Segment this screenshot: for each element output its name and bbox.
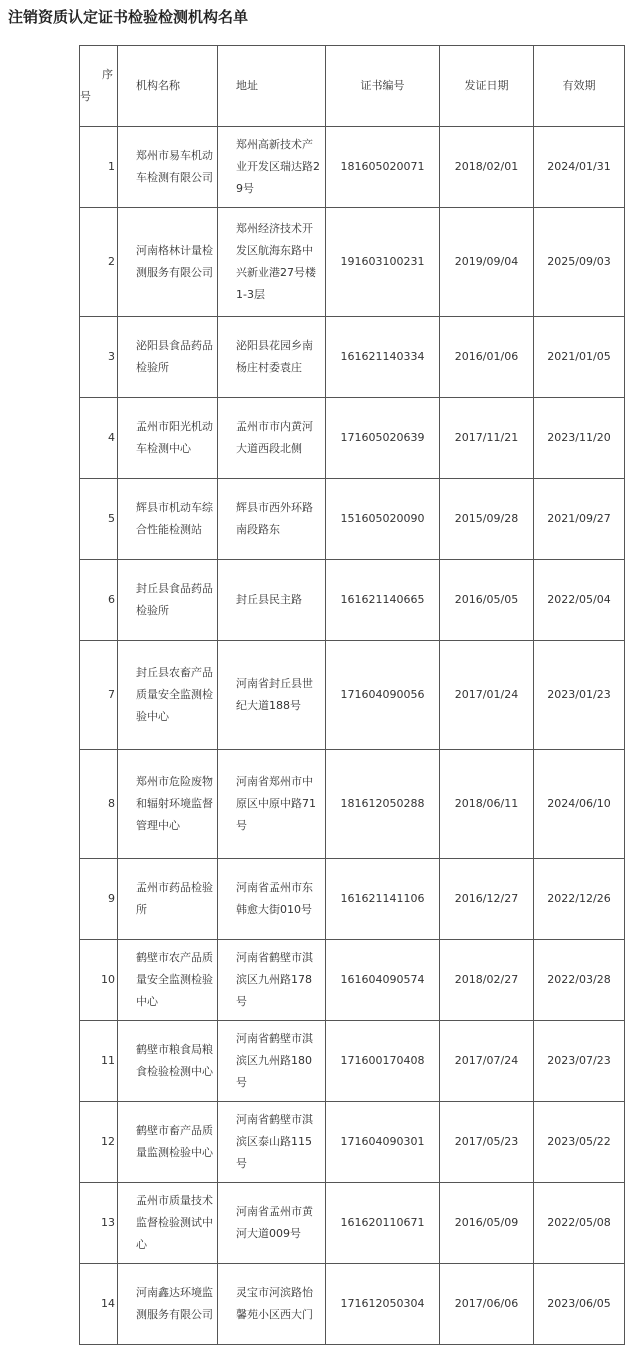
cell-name: 河南格林计量检测服务有限公司 <box>118 208 218 317</box>
cell-issue-date: 2015/09/28 <box>440 479 534 560</box>
cell-issue-date: 2016/05/09 <box>440 1183 534 1264</box>
cell-valid-until: 2022/03/28 <box>534 940 625 1021</box>
cell-address: 河南省封丘县世纪大道188号 <box>218 641 326 750</box>
table-row <box>80 940 625 1021</box>
cell-cert-no: 161604090574 <box>326 940 440 1021</box>
table-header-row <box>80 46 625 127</box>
table-row <box>80 1102 625 1183</box>
cell-address: 孟州市市内黄河大道西段北侧 <box>218 398 326 479</box>
cell-issue-date: 2017/07/24 <box>440 1021 534 1102</box>
cell-address: 辉县市西外环路南段路东 <box>218 479 326 560</box>
cell-name: 封丘县食品药品检验所 <box>118 560 218 641</box>
cell-seq: 11 <box>80 1021 118 1102</box>
cell-valid-until: 2022/05/08 <box>534 1183 625 1264</box>
cell-address: 河南省孟州市黄河大道009号 <box>218 1183 326 1264</box>
institution-table <box>79 45 625 1345</box>
cell-issue-date: 2018/06/11 <box>440 750 534 859</box>
cell-address: 封丘县民主路 <box>218 560 326 641</box>
cell-address: 泌阳县花园乡南杨庄村委袁庄 <box>218 317 326 398</box>
cell-name: 孟州市质量技术监督检验测试中心 <box>118 1183 218 1264</box>
cell-address: 郑州经济技术开发区航海东路中兴新业港27号楼1-3层 <box>218 208 326 317</box>
cell-seq: 8 <box>80 750 118 859</box>
table-row <box>80 398 625 479</box>
header-name: 机构名称 <box>118 46 218 127</box>
cell-name: 鹤壁市粮食局粮食检验检测中心 <box>118 1021 218 1102</box>
header-seq: 序 号 <box>80 46 118 127</box>
cell-cert-no: 161621140334 <box>326 317 440 398</box>
cell-valid-until: 2023/01/23 <box>534 641 625 750</box>
table-row <box>80 859 625 940</box>
cell-seq: 7 <box>80 641 118 750</box>
cell-seq: 10 <box>80 940 118 1021</box>
cell-cert-no: 181605020071 <box>326 127 440 208</box>
cell-valid-until: 2023/07/23 <box>534 1021 625 1102</box>
header-issue-date: 发证日期 <box>440 46 534 127</box>
cell-valid-until: 2024/06/10 <box>534 750 625 859</box>
header-cert-no: 证书编号 <box>326 46 440 127</box>
table-row <box>80 127 625 208</box>
cell-seq: 5 <box>80 479 118 560</box>
table-row <box>80 560 625 641</box>
table-row <box>80 479 625 560</box>
cell-issue-date: 2018/02/27 <box>440 940 534 1021</box>
cell-seq: 1 <box>80 127 118 208</box>
cell-cert-no: 161620110671 <box>326 1183 440 1264</box>
cell-name: 郑州市易车机动车检测有限公司 <box>118 127 218 208</box>
cell-seq: 9 <box>80 859 118 940</box>
cell-issue-date: 2017/06/06 <box>440 1264 534 1345</box>
table-body <box>80 46 625 1345</box>
cell-valid-until: 2025/09/03 <box>534 208 625 317</box>
header-address: 地址 <box>218 46 326 127</box>
cell-issue-date: 2018/02/01 <box>440 127 534 208</box>
table-row <box>80 208 625 317</box>
cell-address: 郑州高新技术产业开发区瑞达路29号 <box>218 127 326 208</box>
cell-cert-no: 151605020090 <box>326 479 440 560</box>
cell-seq: 6 <box>80 560 118 641</box>
cell-name: 孟州市药品检验所 <box>118 859 218 940</box>
cell-valid-until: 2023/06/05 <box>534 1264 625 1345</box>
cell-cert-no: 171604090056 <box>326 641 440 750</box>
cell-issue-date: 2017/05/23 <box>440 1102 534 1183</box>
cell-name: 鹤壁市畜产品质量监测检验中心 <box>118 1102 218 1183</box>
cell-address: 河南省孟州市东韩愈大街010号 <box>218 859 326 940</box>
table-row <box>80 1183 625 1264</box>
cell-issue-date: 2019/09/04 <box>440 208 534 317</box>
cell-seq: 4 <box>80 398 118 479</box>
cell-valid-until: 2024/01/31 <box>534 127 625 208</box>
cell-seq: 2 <box>80 208 118 317</box>
cell-address: 灵宝市河滨路怡馨苑小区西大门 <box>218 1264 326 1345</box>
cell-cert-no: 161621141106 <box>326 859 440 940</box>
cell-address: 河南省鹤壁市淇滨区九州路180号 <box>218 1021 326 1102</box>
table-row <box>80 750 625 859</box>
cell-cert-no: 171605020639 <box>326 398 440 479</box>
cell-issue-date: 2017/11/21 <box>440 398 534 479</box>
table-row <box>80 641 625 750</box>
cell-name: 鹤壁市农产品质量安全监测检验中心 <box>118 940 218 1021</box>
cell-name: 河南鑫达环境监测服务有限公司 <box>118 1264 218 1345</box>
cell-address: 河南省鹤壁市淇滨区泰山路115号 <box>218 1102 326 1183</box>
cell-issue-date: 2016/12/27 <box>440 859 534 940</box>
cell-valid-until: 2023/05/22 <box>534 1102 625 1183</box>
cell-name: 孟州市阳光机动车检测中心 <box>118 398 218 479</box>
cell-cert-no: 171600170408 <box>326 1021 440 1102</box>
cell-address: 河南省鹤壁市淇滨区九州路178号 <box>218 940 326 1021</box>
cell-name: 泌阳县食品药品检验所 <box>118 317 218 398</box>
cell-valid-until: 2021/01/05 <box>534 317 625 398</box>
cell-cert-no: 191603100231 <box>326 208 440 317</box>
cell-seq: 14 <box>80 1264 118 1345</box>
header-valid-until: 有效期 <box>534 46 625 127</box>
table-row <box>80 1264 625 1345</box>
cell-cert-no: 171612050304 <box>326 1264 440 1345</box>
cell-seq: 12 <box>80 1102 118 1183</box>
cell-cert-no: 161621140665 <box>326 560 440 641</box>
cell-address: 河南省郑州市中原区中原中路71号 <box>218 750 326 859</box>
cell-issue-date: 2016/01/06 <box>440 317 534 398</box>
cell-name: 郑州市危险废物和辐射环境监督管理中心 <box>118 750 218 859</box>
table-row <box>80 1021 625 1102</box>
cell-issue-date: 2016/05/05 <box>440 560 534 641</box>
cell-cert-no: 181612050288 <box>326 750 440 859</box>
cell-name: 封丘县农畜产品质量安全监测检验中心 <box>118 641 218 750</box>
page-title: 注销资质认定证书检验检测机构名单 <box>8 8 249 26</box>
cell-cert-no: 171604090301 <box>326 1102 440 1183</box>
cell-seq: 13 <box>80 1183 118 1264</box>
cell-valid-until: 2021/09/27 <box>534 479 625 560</box>
cell-valid-until: 2023/11/20 <box>534 398 625 479</box>
cell-valid-until: 2022/12/26 <box>534 859 625 940</box>
cell-name: 辉县市机动车综合性能检测站 <box>118 479 218 560</box>
cell-valid-until: 2022/05/04 <box>534 560 625 641</box>
cell-issue-date: 2017/01/24 <box>440 641 534 750</box>
cell-seq: 3 <box>80 317 118 398</box>
table-row <box>80 317 625 398</box>
